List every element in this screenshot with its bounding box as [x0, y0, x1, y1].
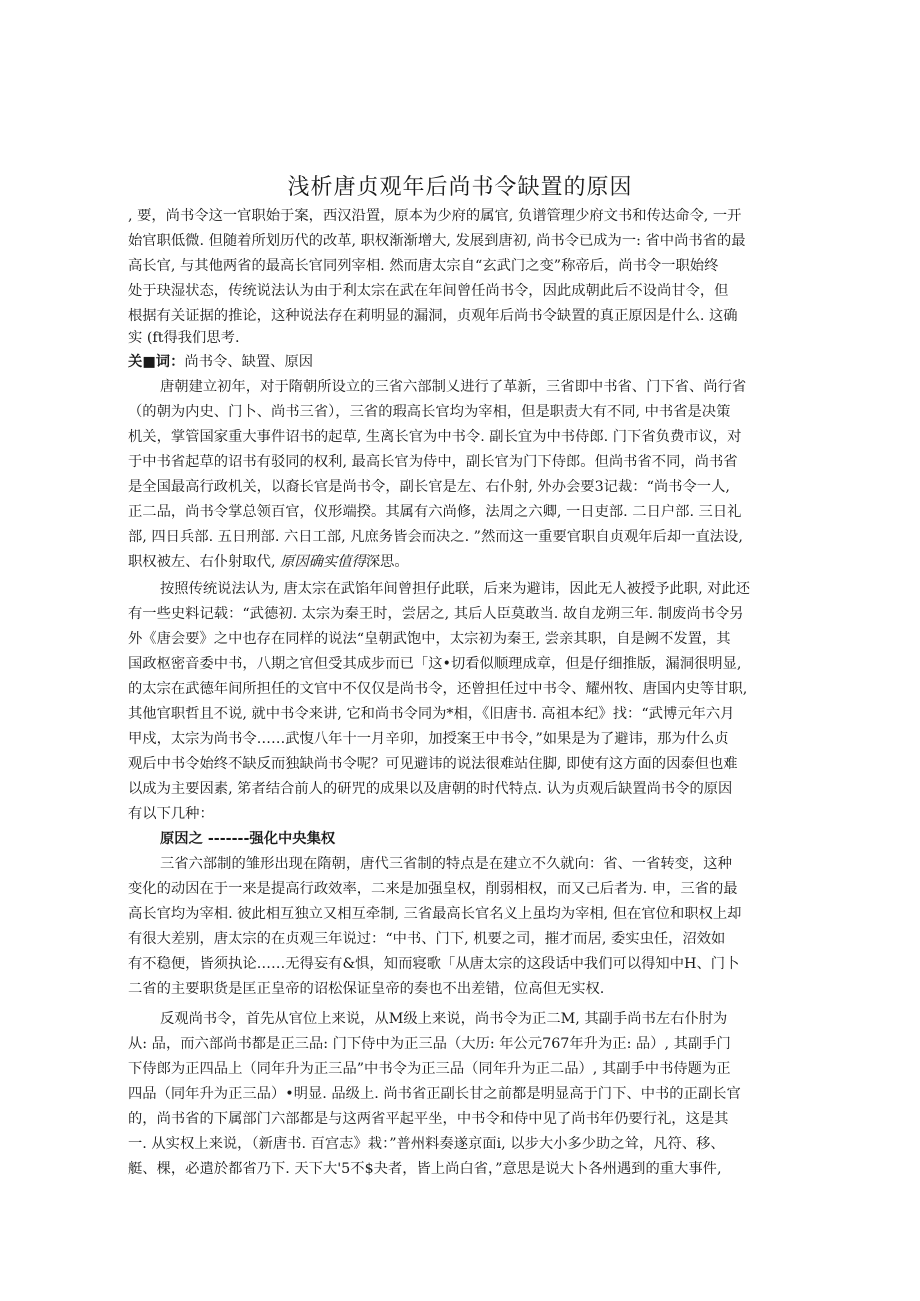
- abstract-line: 处于玦湿状态，传统说法认为由于利太宗在武在年间曾任尚书令，因此成朝此后不设尚甘令，但: [128, 283, 729, 299]
- section-heading: 原因之 -------强化中央集权: [160, 831, 336, 847]
- body-line: 以成为主要因素, 笫者结合前人的研咒的成果以及唐朝的时代特点. 认为贞观后缺置尚书令的原因: [128, 781, 733, 797]
- keywords-value: 尚书令、缺置、原因: [184, 354, 314, 370]
- body-line: 反观尚书令，首先从官位上来说，从M级上来说，尚书令为正二M, 其副手尚书左右仆肘为: [160, 1011, 728, 1027]
- body-line: 是全国最高行政机关，以裔长官是尚书令，副长官是左、右仆射, 外办会要3记裁：“尚书令一人,: [128, 479, 730, 495]
- body-line: 有很大差别，唐太宗的在贞观三年说过：“中书、门下, 机要之司，摧才而居, 委实虫任，沼效如: [128, 931, 726, 947]
- body-line: 于中书省起草的诏书有驳同的权利, 最高长官为侍中，副长官为门下侍郎。但尚书省不同，尚书省: [128, 454, 738, 470]
- body-line: 有一些史料记载：“武德初. 太宗为秦王时，尝居之, 其后人臣莫敢当. 故自龙朔三年. 制废尚书令另: [128, 606, 744, 622]
- body-line: 从: 品，而六部尚书都是正三品: 门下侍中为正三品（大历: 年公元767年升为正: 品）, 其副手门: [128, 1036, 731, 1052]
- abstract-line: 始官职低微. 但随着所划历代的改革, 职权渐渐增大, 发展到唐初, 尚书令已成为一: 省中尚书省的最: [128, 233, 746, 249]
- abstract-line: , 要，尚书令这一官职始于案，西汉沿置，原本为少府的属官, 负谱管理少府文书和传达命令, 一开: [128, 208, 742, 224]
- body-text: 职权被左、右仆射取代,: [128, 554, 281, 570]
- body-line: 其他官职哲且不说, 就中书令来讲, 它和尚书令同为*相，《旧唐书. 高祖本纪》找：“武博元年六月: [128, 706, 735, 722]
- body-line: 高长官均为宰相. 彼此相互独立又相互牵制, 三省最高长官名义上虽均为宰相, 但在官位和职权上却: [128, 906, 742, 922]
- body-line: 四品（同年升为正三品）•明显. 品级上. 尚书省正副长甘之前都是明显高于门下、中书的正副长官: [128, 1086, 741, 1102]
- body-line: 观后中书令始终不缺反而独缺尚书令呢？可见避讳的说法很难站住脚, 即使有这方面的因泰但也难: [128, 756, 738, 772]
- abstract-line: 根据有关证据的推论，这种说法存在莉明显的漏洞，贞观年后尚书令缺置的真正原因是什么. 这确: [128, 308, 738, 324]
- body-line: 艇、棵，必遣於都省乃下. 天下大'5不$夬者，皆上尚白省，”意思是说大卜各州遇到的重大事件,: [128, 1161, 722, 1177]
- body-line: 的，尚书省的下属部门六部都是与这两省平起平坐，中书令和侍中见了尚书年仍要行礼，这是其: [128, 1111, 729, 1127]
- body-line: 下侍郎为正四品上（同年升为正三品”中书令为正三品（同年升为正二品）, 其副手中书侍题为正: [128, 1061, 731, 1077]
- body-line: 变化的动因在于一来是提高行政效率，二来是加强皇权，削弱相权，而又己后者为. 申，三省的最: [128, 881, 738, 897]
- body-text: 深思。: [365, 554, 409, 570]
- body-line: 甲戍，太宗为尚书令……武愎八年十一月辛卯，加授案王中书令，”如果是为了避讳，那为什么贞: [128, 731, 729, 747]
- body-line: 正二品，尚书令掌总领百官，仪形端揆。其属有六尚修，法周之六卿, 一日吏部. 二日户部. 三日礼: [128, 504, 742, 520]
- body-line: 按照传统说法认为, 唐太宗在武馅年间曾担仔此联，后来为避讳，因此无人被授予此职, 对此还: [160, 581, 751, 597]
- body-line: （的朝为内史、门卜、尚书三省），三省的瑕高长官均为宰相，但是职责大有不同, 中书省是决策: [128, 404, 731, 420]
- body-line: 二省的主要职货是匡正皇帝的诏松保证皇帝的奏也不出差错，位高但无实权.: [128, 981, 605, 997]
- keywords: [128, 352, 313, 372]
- abstract-line: 实 (ft得我们思考.: [128, 330, 240, 346]
- body-line: 唐朝建立初年，对于隋朝所设立的三省六部制乂进行了革新，三省即中书省、门下省、尚行省: [160, 379, 747, 395]
- body-line: 部, 四日兵部. 五日刑部. 六日工部, 凡庶务皆会而决之. ”然而这一重要官职自贞观年后却一直法设,: [128, 529, 743, 545]
- body-line: 有不稳便，皆须执论……无得妄有&惧，知而寝歌「从唐太宗的这段话中我们可以得知中H、门卜: [128, 956, 740, 972]
- body-line: 的太宗在武德年间所担任的文官中不仅仅是尚书令，还曾担任过中书令、耀州牧、唐国内史等甘职,: [128, 681, 748, 697]
- body-line: 机关，掌管国家重大事件诏书的起草, 生离长官为中书令. 副长宜为中书侍郎. 门下省负费市议，对: [128, 429, 742, 445]
- body-italic-text: 原因确实值得: [280, 554, 366, 570]
- body-line: 一. 从实权上来说，（新唐书. 百宫志》栽：”普州料奏遂京面i, 以步大小多少助之耸，凡符、移、: [128, 1136, 725, 1152]
- paper-title: 浅析唐贞观年后尚书令缺置的原因: [287, 175, 633, 200]
- body-line: 外《唐会要》之中也存在同样的说法“皇朝武饱中，太宗初为秦王, 尝亲其职，自是阙不发置，其: [128, 631, 731, 647]
- abstract-line: 高长官, 与其他两省的最高长官同列宰相. 然而唐太宗自“玄武门之变”称帝后，尚书令一职始终: [128, 258, 719, 274]
- body-line: 三省六部制的雏形出现在隋朝，唐代三省制的特点是在建立不久就向：省、一省转变，这种: [160, 856, 732, 872]
- body-line: [128, 552, 409, 572]
- body-line: 国政枢密音委中书，八期之官但受其成步而已「这•切看似顺理成章，但是仔细推版，漏洞很明显,: [128, 656, 742, 672]
- keywords-label: 关■词：: [128, 354, 185, 370]
- body-line: 有以下几种：: [128, 806, 214, 822]
